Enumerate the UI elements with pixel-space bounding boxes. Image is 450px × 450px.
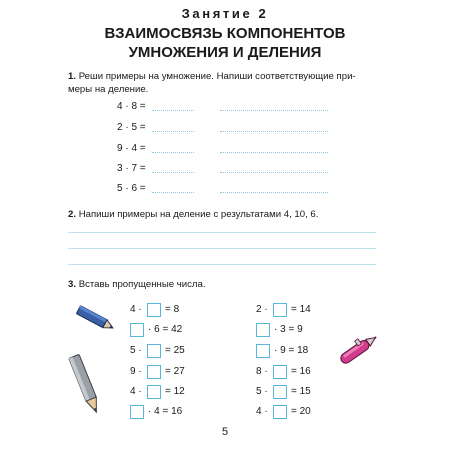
equation-prefix: 2 · [256, 304, 268, 315]
equation-prefix: 8 · [256, 366, 268, 377]
answer-line[interactable] [68, 264, 376, 265]
equation-prefix: 4 · [130, 304, 142, 315]
missing-number-box[interactable] [273, 303, 287, 317]
missing-number-box[interactable] [273, 385, 287, 399]
answer-blank[interactable] [152, 152, 194, 153]
task2-instruction [68, 208, 398, 221]
task1-expression: 3 · 7 = [117, 163, 146, 174]
answer-blank[interactable] [152, 110, 194, 111]
pink-pen-icon [334, 328, 384, 370]
grey-pencil-icon [66, 350, 106, 420]
equation-suffix: · 4 = 16 [148, 406, 183, 417]
missing-number-box[interactable] [273, 405, 287, 419]
equation-suffix: · 3 = 9 [274, 324, 303, 335]
equation-prefix: 5 · [256, 386, 268, 397]
equation-suffix: = 20 [291, 406, 311, 417]
division-blank[interactable] [220, 172, 328, 173]
task3-text: Вставь пропущенные числа. [78, 279, 206, 290]
task1-text2: меры на деление. [68, 84, 149, 95]
equation-prefix: 4 · [130, 386, 142, 397]
page-title-line2: УМНОЖЕНИЯ И ДЕЛЕНИЯ [128, 44, 322, 61]
equation-suffix: = 27 [165, 366, 185, 377]
equation-suffix: = 15 [291, 386, 311, 397]
answer-line[interactable] [68, 248, 376, 249]
missing-number-box[interactable] [130, 405, 144, 419]
division-blank[interactable] [220, 152, 328, 153]
answer-blank[interactable] [152, 131, 194, 132]
answer-blank[interactable] [152, 192, 194, 193]
task3-number: 3. [68, 279, 77, 290]
equation-prefix: 9 · [130, 366, 142, 377]
equation-suffix: · 9 = 18 [274, 345, 309, 356]
division-blank[interactable] [220, 131, 328, 132]
task1-expression: 4 · 8 = [117, 101, 146, 112]
missing-number-box[interactable] [147, 365, 161, 379]
missing-number-box[interactable] [256, 323, 270, 337]
task1-expression: 9 · 4 = [117, 143, 146, 154]
task1-text: Реши примеры на умножение. Напиши соответствующие при- [78, 71, 356, 82]
task1-expression: 5 · 6 = [117, 183, 146, 194]
missing-number-box[interactable] [256, 344, 270, 358]
equation-suffix: · 6 = 42 [148, 324, 183, 335]
missing-number-box[interactable] [147, 303, 161, 317]
missing-number-box[interactable] [273, 365, 287, 379]
page-number: 5 [221, 426, 229, 438]
missing-number-box[interactable] [147, 385, 161, 399]
task2-number: 2. [68, 209, 77, 220]
division-blank[interactable] [220, 192, 328, 193]
missing-number-box[interactable] [147, 344, 161, 358]
missing-number-box[interactable] [130, 323, 144, 337]
equation-suffix: = 8 [165, 304, 180, 315]
blue-pencil-icon [72, 300, 118, 338]
answer-line[interactable] [68, 232, 376, 233]
equation-prefix: 5 · [130, 345, 142, 356]
task2-text: Напиши примеры на деление с результатами 4, 10, 6. [78, 209, 319, 220]
task1-expression: 2 · 5 = [117, 122, 146, 133]
equation-suffix: = 16 [291, 366, 311, 377]
task1-instruction [68, 70, 398, 96]
page-title-line1: ВЗАИМОСВЯЗЬ КОМПОНЕНТОВ [104, 25, 346, 42]
equation-suffix: = 25 [165, 345, 185, 356]
task3-instruction [68, 278, 398, 291]
equation-prefix: 4 · [256, 406, 268, 417]
answer-blank[interactable] [152, 172, 194, 173]
task1-number: 1. [68, 71, 77, 82]
equation-suffix: = 12 [165, 386, 185, 397]
division-blank[interactable] [220, 110, 328, 111]
lesson-label: Занятие 2 [181, 6, 269, 21]
equation-suffix: = 14 [291, 304, 311, 315]
